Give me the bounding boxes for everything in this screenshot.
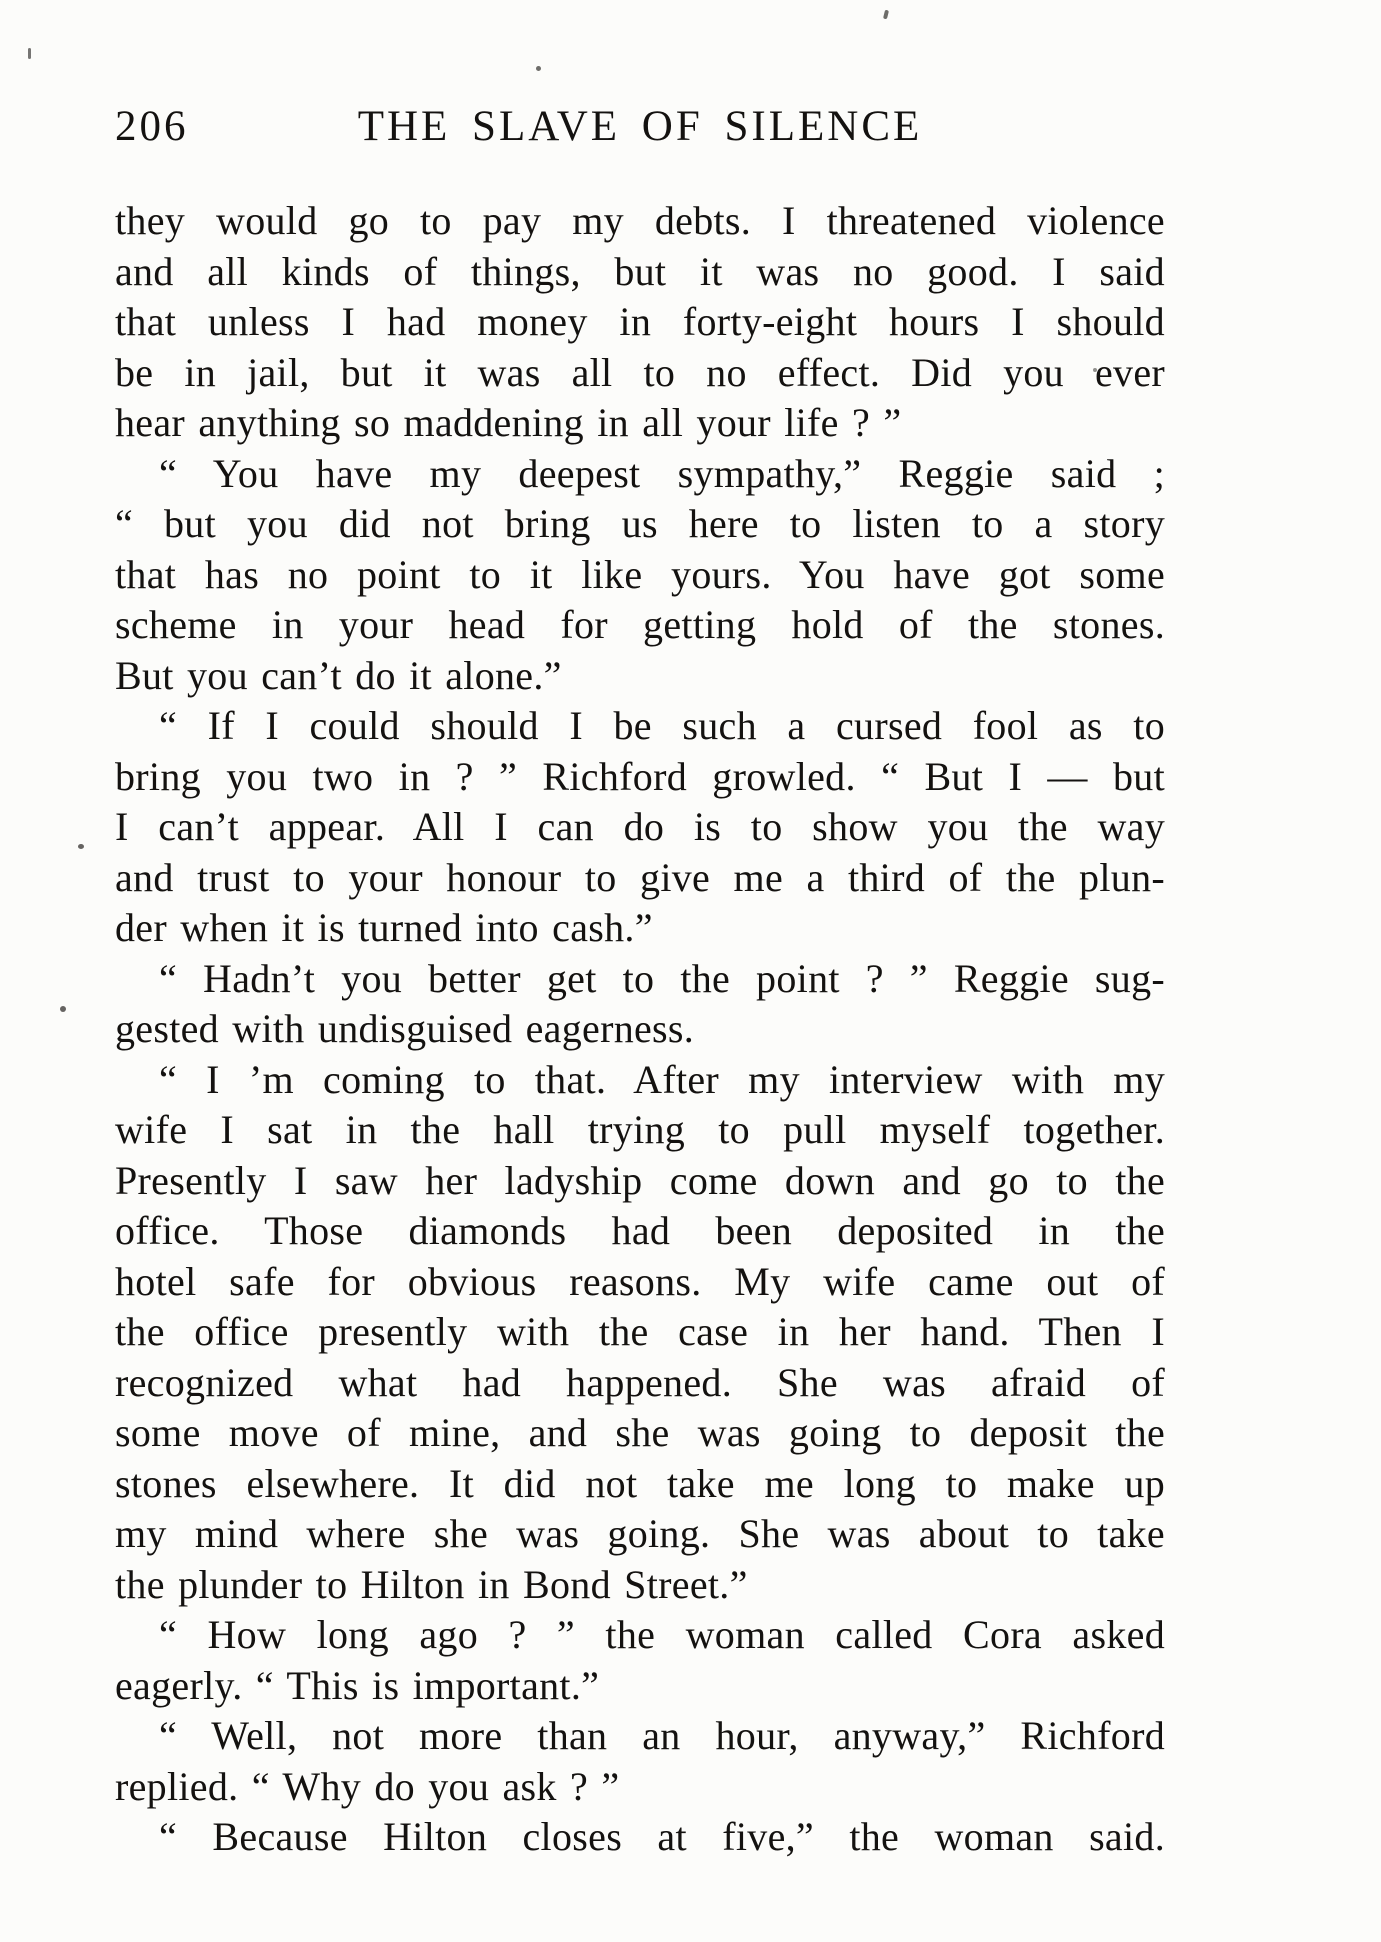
text-line: scheme in your head for getting hold of the stones. bbox=[115, 602, 1165, 647]
text-line: “ How long ago ? ” the woman called Cora asked bbox=[159, 1612, 1165, 1657]
text-line: “ Well, not more than an hour, anyway,” Richford bbox=[159, 1713, 1165, 1758]
text-line: “ but you did not bring us here to listen to a story bbox=[115, 501, 1165, 546]
text-line: wife I sat in the hall trying to pull myself together. bbox=[115, 1107, 1165, 1152]
text-line: that has no point to it like yours. You have got some bbox=[115, 551, 1165, 597]
text-line: gested with undisguised eagerness. bbox=[115, 1006, 695, 1051]
text-line: “ You have my deepest sympathy,” Reggie said ; bbox=[159, 450, 1165, 496]
text-line: hear anything so maddening in all your life ? ” bbox=[115, 400, 902, 445]
text-line: be in jail, but it was all to no effect. Did you ever bbox=[115, 349, 1165, 395]
text-line: the plunder to Hilton in Bond Street.” bbox=[115, 1561, 748, 1607]
text-line: that unless I had money in forty-eight hours I should bbox=[115, 299, 1165, 344]
text-line: eagerly. “ This is important.” bbox=[115, 1662, 600, 1708]
text-line: hotel safe for obvious reasons. My wife came out of bbox=[115, 1258, 1165, 1304]
page-number: 206 bbox=[115, 103, 189, 150]
text-line: the office presently with the case in her hand. Then I bbox=[115, 1309, 1165, 1354]
text-line: “ I ’m coming to that. After my interview with my bbox=[159, 1056, 1165, 1102]
scan-speck bbox=[60, 1006, 66, 1012]
text-line: they would go to pay my debts. I threatened violence bbox=[115, 198, 1165, 243]
text-line: stones elsewhere. It did not take me long to make up bbox=[115, 1460, 1165, 1506]
text-line: and all kinds of things, but it was no good. I said bbox=[115, 248, 1165, 294]
text-line: “ Because Hilton closes at five,” the woman said. bbox=[159, 1814, 1165, 1859]
text-line: replied. “ Why do you ask ? ” bbox=[115, 1763, 620, 1809]
scan-speck bbox=[883, 10, 889, 20]
scan-speck bbox=[536, 66, 541, 71]
text-line: “ If I could should I be such a cursed fool as to bbox=[159, 703, 1165, 748]
text-line: “ Hadn’t you better get to the point ? ” Reggie sug- bbox=[159, 955, 1165, 1001]
page-header bbox=[115, 102, 1165, 154]
text-line: I can’t appear. All I can do is to show you the way bbox=[115, 804, 1165, 849]
text-line: my mind where she was going. She was about to take bbox=[115, 1511, 1165, 1556]
text-line: recognized what had happened. She was afraid of bbox=[115, 1359, 1165, 1405]
text-line: bring you two in ? ” Richford growled. “ But I — but bbox=[115, 753, 1165, 799]
running-title: THE SLAVE OF SILENCE bbox=[357, 103, 923, 150]
text-line: der when it is turned into cash.” bbox=[115, 905, 653, 950]
scan-speck bbox=[78, 844, 84, 849]
text-line: office. Those diamonds had been deposited in the bbox=[115, 1208, 1165, 1253]
text-line: But you can’t do it alone.” bbox=[115, 652, 562, 698]
text-line: Presently I saw her ladyship come down and go to the bbox=[115, 1157, 1165, 1203]
scan-speck bbox=[28, 48, 31, 59]
page-body bbox=[115, 196, 1165, 1863]
text-line: some move of mine, and she was going to deposit the bbox=[115, 1410, 1165, 1455]
text-line: and trust to your honour to give me a third of the plun- bbox=[115, 854, 1165, 900]
